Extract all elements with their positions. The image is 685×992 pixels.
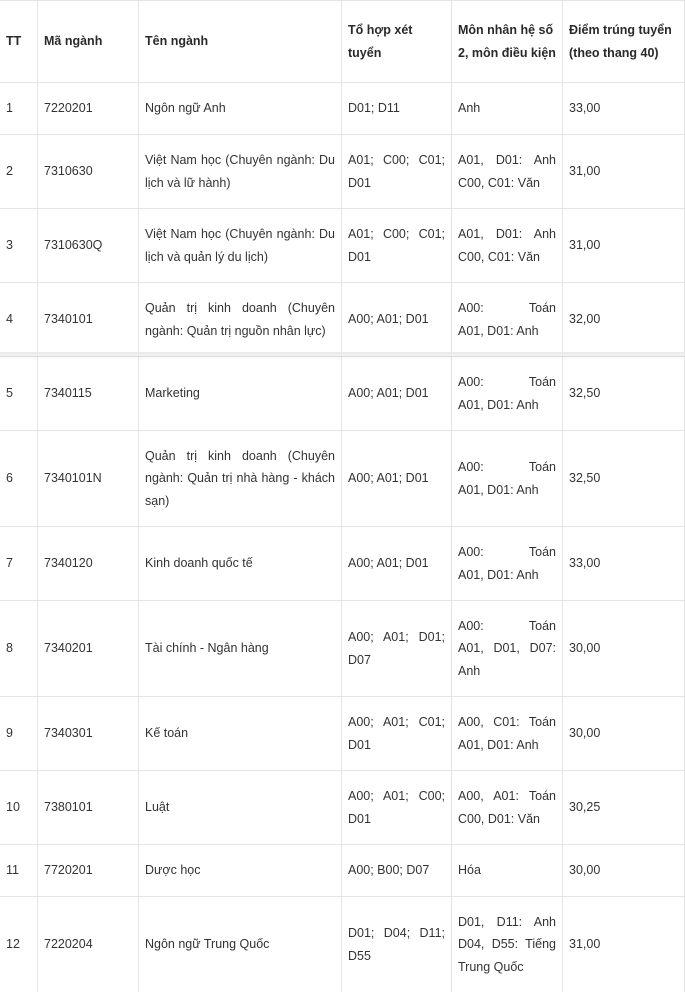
cell-mon-nhan <box>452 283 563 357</box>
cell-mon-nhan-line: A01, D01: Anh <box>458 323 539 338</box>
cell-to-hop-line: A00; A01; D01; <box>348 630 445 644</box>
cell-diem: 31,00 <box>563 209 685 283</box>
cell-mon-nhan <box>452 357 563 431</box>
cell-mon-nhan <box>452 83 563 135</box>
cell-ten-nganh <box>139 697 342 771</box>
cell-ten-nganh-line: Việt Nam học (Chuyên ngành: Du <box>145 227 335 241</box>
cell-mon-nhan-line: A01, D01: Anh <box>458 153 556 167</box>
cell-tt: 2 <box>0 135 38 209</box>
cell-to-hop <box>342 771 452 845</box>
cell-ma-nganh: 7720201 <box>38 845 139 897</box>
cell-to-hop-line: A00; A01; D01 <box>348 556 429 571</box>
cell-mon-nhan <box>452 845 563 897</box>
cell-ten-nganh <box>139 431 342 527</box>
table-row <box>0 845 685 897</box>
header-mon-nhan <box>452 1 563 83</box>
header-ma-nganh: Mã ngành <box>38 1 139 83</box>
cell-mon-nhan <box>452 697 563 771</box>
cell-mon-nhan-line: A00: Toán <box>458 375 556 389</box>
cell-mon-nhan-line: A01, D01: Anh <box>458 482 539 497</box>
header-tt: TT <box>0 1 38 83</box>
cell-mon-nhan <box>452 771 563 845</box>
cell-diem: 30,25 <box>563 771 685 845</box>
cell-to-hop-line: D55 <box>348 948 371 963</box>
cell-ma-nganh: 7340101 <box>38 283 139 357</box>
cell-mon-nhan-line: C00, C01: Văn <box>458 175 540 190</box>
cell-mon-nhan <box>452 135 563 209</box>
cell-ten-nganh <box>139 209 342 283</box>
cell-diem: 32,50 <box>563 357 685 431</box>
cell-tt: 6 <box>0 431 38 527</box>
cell-mon-nhan <box>452 527 563 601</box>
cell-diem: 30,00 <box>563 601 685 697</box>
table-row <box>0 897 685 992</box>
table-row <box>0 697 685 771</box>
cell-tt: 4 <box>0 283 38 357</box>
cell-mon-nhan-line: A00, A01: Toán <box>458 789 556 803</box>
header-to-hop: Tổ hợp xét tuyển <box>342 1 452 83</box>
cell-to-hop <box>342 697 452 771</box>
table-body <box>0 83 685 992</box>
cell-diem: 31,00 <box>563 897 685 992</box>
cell-ten-nganh <box>139 771 342 845</box>
cell-ten-nganh <box>139 283 342 357</box>
cell-tt: 9 <box>0 697 38 771</box>
cell-to-hop <box>342 431 452 527</box>
cell-tt: 10 <box>0 771 38 845</box>
cell-mon-nhan-line: A00: Toán <box>458 618 556 633</box>
cell-ten-nganh <box>139 845 342 897</box>
cell-ten-nganh-line: Kinh doanh quốc tế <box>145 556 253 571</box>
header-diem-line: (theo thang 40) <box>569 45 659 60</box>
cell-ten-nganh-line: ngành: Quản trị nguồn nhân lực) <box>145 323 326 338</box>
header-diem-line: Điểm trúng tuyển <box>569 23 672 37</box>
cell-ma-nganh: 7220204 <box>38 897 139 992</box>
cell-mon-nhan-line: Anh <box>458 101 481 116</box>
cell-to-hop <box>342 897 452 992</box>
cell-ten-nganh-line: Quản trị kinh doanh (Chuyên <box>145 448 335 463</box>
cell-ten-nganh-line: lịch và lữ hành) <box>145 175 231 190</box>
cell-to-hop <box>342 601 452 697</box>
cell-mon-nhan-line: A01, D01: Anh <box>458 227 556 241</box>
cell-ten-nganh-line: Việt Nam học (Chuyên ngành: Du <box>145 153 335 167</box>
table-row <box>0 601 685 697</box>
cell-to-hop <box>342 527 452 601</box>
cell-ma-nganh: 7310630Q <box>38 209 139 283</box>
cell-ma-nganh: 7340115 <box>38 357 139 431</box>
cell-tt: 11 <box>0 845 38 897</box>
cell-diem: 33,00 <box>563 527 685 601</box>
cell-to-hop-line: D01 <box>348 811 371 826</box>
header-diem <box>563 1 685 83</box>
cell-mon-nhan-line: Hóa <box>458 863 481 878</box>
cell-ten-nganh-line: Dược học <box>145 863 201 878</box>
cell-mon-nhan-line: Trung Quốc <box>458 959 524 974</box>
header-mon-nhan-line: Môn nhân hệ số <box>458 23 554 37</box>
cell-ten-nganh-line: Kế toán <box>145 726 189 741</box>
cell-to-hop-line: D01; D11 <box>348 101 400 116</box>
table-header-row <box>0 1 685 83</box>
cell-to-hop-line: A00; A01; D01 <box>348 386 429 401</box>
cell-ma-nganh: 7340101N <box>38 431 139 527</box>
cell-ten-nganh-line: sạn) <box>145 493 170 508</box>
table-row <box>0 135 685 209</box>
cell-to-hop <box>342 357 452 431</box>
cell-to-hop-line: A00; A01; C00; <box>348 789 445 803</box>
cell-to-hop-line: A01; C00; C01; <box>348 227 445 241</box>
cell-ma-nganh: 7380101 <box>38 771 139 845</box>
cell-mon-nhan-line: A01, D01: Anh <box>458 737 539 752</box>
cell-mon-nhan-line: D04, D55: Tiếng <box>458 937 556 952</box>
cell-diem: 32,00 <box>563 283 685 357</box>
cell-mon-nhan-line: A01, D01: Anh <box>458 567 539 582</box>
cell-to-hop <box>342 135 452 209</box>
cell-mon-nhan-line: A00, C01: Toán <box>458 715 556 729</box>
cell-mon-nhan-line: A00: Toán <box>458 460 556 474</box>
cell-to-hop <box>342 209 452 283</box>
cell-ten-nganh-line: ngành: Quản trị nhà hàng - khách <box>145 471 335 486</box>
cell-ma-nganh: 7340301 <box>38 697 139 771</box>
cell-mon-nhan-line: A00: Toán <box>458 301 556 315</box>
cell-ten-nganh-line: Ngôn ngữ Anh <box>145 101 226 116</box>
cell-diem: 31,00 <box>563 135 685 209</box>
cell-ma-nganh: 7340201 <box>38 601 139 697</box>
cell-to-hop-line: A00; A01; D01 <box>348 312 429 327</box>
cell-to-hop <box>342 845 452 897</box>
cell-tt: 3 <box>0 209 38 283</box>
cell-diem: 33,00 <box>563 83 685 135</box>
table-row <box>0 431 685 527</box>
cell-ten-nganh <box>139 601 342 697</box>
cell-ma-nganh: 7310630 <box>38 135 139 209</box>
cell-ten-nganh-line: Quản trị kinh doanh (Chuyên <box>145 301 335 315</box>
cell-tt: 5 <box>0 357 38 431</box>
header-mon-nhan-line: 2, môn điều kiện <box>458 45 556 60</box>
cell-ten-nganh-line: Marketing <box>145 386 200 401</box>
cell-ma-nganh: 7220201 <box>38 83 139 135</box>
cell-tt: 7 <box>0 527 38 601</box>
cell-mon-nhan-line: A01, D01: Anh <box>458 397 539 412</box>
cell-tt: 8 <box>0 601 38 697</box>
cell-to-hop-line: A00; A01; D01 <box>348 471 429 486</box>
cell-ten-nganh <box>139 83 342 135</box>
table-row <box>0 209 685 283</box>
cell-tt: 1 <box>0 83 38 135</box>
cell-ten-nganh-line: Luật <box>145 800 170 815</box>
cell-mon-nhan-line: Anh <box>458 663 481 678</box>
cell-ten-nganh-line: Tài chính - Ngân hàng <box>145 641 269 656</box>
cell-mon-nhan-line: C00, D01: Văn <box>458 811 540 826</box>
cell-mon-nhan-line: A01, D01, D07: <box>458 641 556 656</box>
cell-ten-nganh-line: lịch và quản lý du lịch) <box>145 249 268 264</box>
cell-to-hop-line: D07 <box>348 652 371 667</box>
cell-to-hop-line: D01 <box>348 249 371 264</box>
cell-diem: 30,00 <box>563 697 685 771</box>
cell-ten-nganh <box>139 135 342 209</box>
table-row <box>0 527 685 601</box>
cell-ma-nganh: 7340120 <box>38 527 139 601</box>
table-row <box>0 771 685 845</box>
cell-mon-nhan <box>452 897 563 992</box>
cell-to-hop-line: A01; C00; C01; <box>348 153 445 167</box>
cell-to-hop-line: D01; D04; D11; <box>348 926 445 940</box>
table-row <box>0 357 685 431</box>
cell-to-hop <box>342 283 452 357</box>
header-ten-nganh: Tên ngành <box>139 1 342 83</box>
cell-mon-nhan <box>452 431 563 527</box>
cell-mon-nhan <box>452 601 563 697</box>
cell-to-hop <box>342 83 452 135</box>
cell-to-hop-line: D01 <box>348 737 371 752</box>
cell-mon-nhan-line: D01, D11: Anh <box>458 914 556 929</box>
table-row <box>0 83 685 135</box>
cell-tt: 12 <box>0 897 38 992</box>
table-row <box>0 283 685 357</box>
cell-ten-nganh <box>139 357 342 431</box>
cell-ten-nganh-line: Ngôn ngữ Trung Quốc <box>145 937 270 952</box>
cell-mon-nhan-line: C00, C01: Văn <box>458 249 540 264</box>
cell-to-hop-line: A00; A01; C01; <box>348 715 445 729</box>
cell-diem: 32,50 <box>563 431 685 527</box>
cell-ten-nganh <box>139 897 342 992</box>
cell-to-hop-line: A00; B00; D07 <box>348 863 430 878</box>
cell-diem: 30,00 <box>563 845 685 897</box>
cell-mon-nhan <box>452 209 563 283</box>
cell-mon-nhan-line: A00: Toán <box>458 545 556 559</box>
cell-to-hop-line: D01 <box>348 175 371 190</box>
cell-ten-nganh <box>139 527 342 601</box>
